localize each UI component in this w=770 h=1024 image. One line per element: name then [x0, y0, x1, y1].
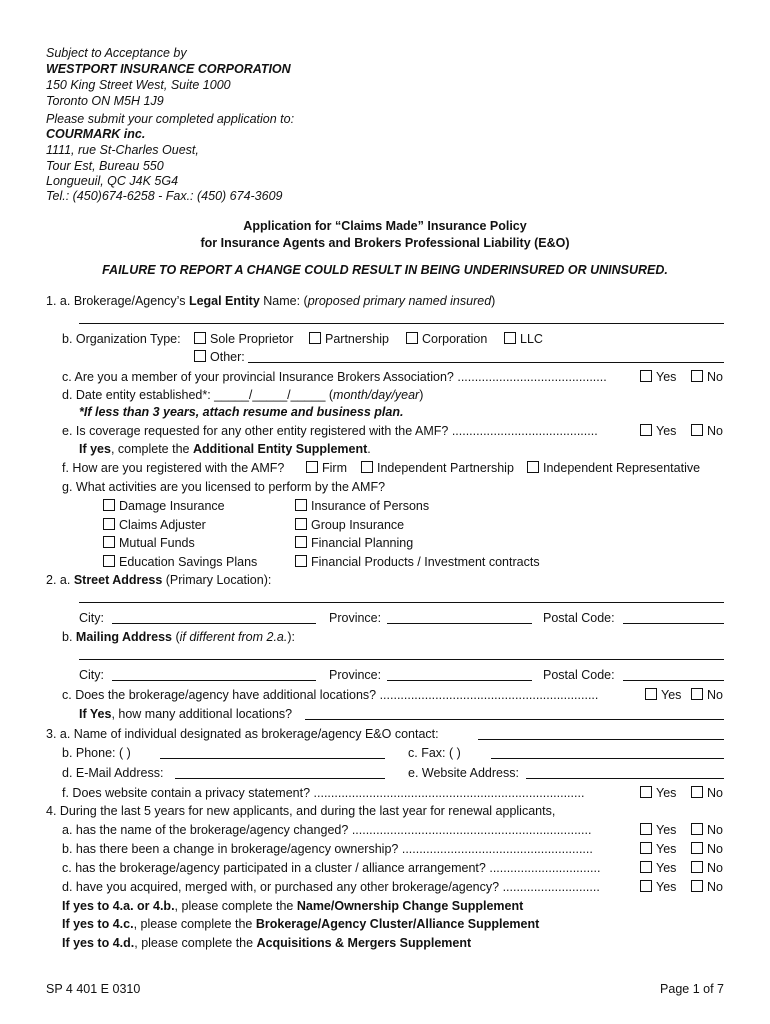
q2b-number: b. [62, 630, 73, 644]
org-partnership[interactable] [309, 332, 389, 346]
leader-dots: ............................................................... [379, 688, 599, 702]
q3d-label: d. E-Mail Address: [62, 766, 164, 780]
q3b-label: b. Phone: ( ) [62, 746, 131, 760]
activity-education-savings[interactable] [103, 555, 257, 569]
q4-intro: 4. During the last 5 years for new applicants, and during the last year for renewal applicants, [46, 804, 556, 818]
q1d-note: *If less than 3 years, attach resume and business plan. [79, 405, 404, 419]
checkbox-icon[interactable] [640, 880, 652, 892]
org-llc[interactable] [504, 332, 543, 346]
activity-label: Mutual Funds [119, 536, 195, 550]
q1e-text: e. Is coverage requested for any other entity registered with the AMF? [62, 424, 449, 438]
org-other-label: Other: [210, 350, 245, 364]
no-label: No [707, 786, 723, 800]
checkbox-icon[interactable] [306, 461, 318, 473]
q4-note1-bold: If yes to 4.a. or 4.b. [62, 899, 175, 913]
checkbox-icon[interactable] [691, 424, 703, 436]
agent-address1: 1111, rue St-Charles Ouest, [46, 143, 199, 157]
q2b-province-label: Province: [329, 668, 382, 682]
q2b-postal-field[interactable] [623, 680, 724, 681]
q2c-label [62, 688, 598, 702]
q2b-bold: Mailing Address [75, 630, 173, 644]
q2b-italic: if different from 2.a. [179, 630, 288, 644]
activity-insurance-of-persons[interactable] [295, 499, 429, 513]
q4d-text: d. have you acquired, merged with, or purchased any other brokerage/agency? [62, 880, 500, 894]
q1d-label[interactable] [62, 388, 423, 402]
checkbox-icon[interactable] [295, 518, 307, 530]
q4c-label [62, 861, 600, 875]
leader-dots: .......................................... [451, 424, 598, 438]
q1a-mid: Name: ( [259, 294, 308, 308]
q3f-label [62, 786, 584, 800]
q1d-text: d. Date entity established*: _____/_____/_____ ( [62, 388, 334, 402]
q2a-province-label: Province: [329, 611, 382, 625]
activity-mutual-funds[interactable] [103, 536, 195, 550]
no-label: No [707, 688, 723, 702]
org-type-label: Partnership [325, 332, 389, 346]
checkbox-icon[interactable] [640, 424, 652, 436]
q1a-end: ) [491, 294, 496, 308]
q2a-city-field[interactable] [112, 623, 316, 624]
q4-note1 [62, 899, 523, 913]
q4c-yes[interactable] [640, 861, 676, 875]
checkbox-icon[interactable] [691, 823, 703, 835]
q1e-note-bold: If yes [79, 442, 111, 456]
submit-instruction: Please submit your completed application to: [46, 112, 295, 126]
q4c-text: c. has the brokerage/agency participated in a cluster / alliance arrangement? [62, 861, 486, 875]
q2c-no[interactable] [691, 688, 723, 702]
q1d-format: month/day/year [333, 388, 420, 402]
org-corporation[interactable] [406, 332, 487, 346]
checkbox-icon[interactable] [103, 518, 115, 530]
q1e-note-supplement: Additional Entity Supplement [192, 442, 368, 456]
website-field[interactable] [526, 778, 724, 779]
q3c-label: c. Fax: ( ) [408, 746, 461, 760]
q2a-bold: Street Address [73, 573, 163, 587]
yes-label: Yes [656, 842, 677, 856]
q1e-note [79, 442, 371, 456]
leader-dots: ..................................................................... [351, 823, 592, 837]
agent-address2: Tour Est, Bureau 550 [46, 159, 164, 173]
title-line1: Application for “Claims Made” Insurance Policy [243, 219, 527, 233]
activity-damage-insurance[interactable] [103, 499, 225, 513]
org-other[interactable] [194, 350, 245, 364]
yes-label: Yes [656, 370, 677, 384]
q4a-yes[interactable] [640, 823, 676, 837]
q2a-province-field[interactable] [387, 623, 532, 624]
q2a-number: 2. a. [46, 573, 71, 587]
q4-note3-supplement: Acquisitions & Mergers Supplement [256, 936, 472, 950]
checkbox-icon[interactable] [640, 786, 652, 798]
q1c-yes[interactable] [640, 370, 676, 384]
q3a-label: 3. a. Name of individual designated as brokerage/agency E&O contact: [46, 727, 439, 741]
checkbox-icon[interactable] [691, 880, 703, 892]
q3f-no[interactable] [691, 786, 723, 800]
agent-phone: Tel.: (450)674-6258 - Fax.: (450) 674-3609 [46, 189, 283, 203]
checkbox-icon[interactable] [691, 861, 703, 873]
checkbox-icon[interactable] [194, 332, 206, 344]
q1c-label [62, 370, 607, 384]
warning-text: FAILURE TO REPORT A CHANGE COULD RESULT IN BEING UNDERINSURED OR UNINSURED. [102, 263, 668, 277]
q2b-city-label: City: [79, 668, 104, 682]
checkbox-icon[interactable] [691, 370, 703, 382]
page-number: Page 1 of 7 [660, 982, 724, 996]
org-other-field[interactable] [248, 362, 724, 363]
checkbox-icon[interactable] [309, 332, 321, 344]
q2a-postal-field[interactable] [623, 623, 724, 624]
q1a-bold: Legal Entity [188, 294, 260, 308]
q1c-text: c. Are you a member of your provincial Insurance Brokers Association? [62, 370, 454, 384]
q1e-yes[interactable] [640, 424, 676, 438]
checkbox-icon[interactable] [361, 461, 373, 473]
q4c-no[interactable] [691, 861, 723, 875]
q2a-end: (Primary Location): [162, 573, 272, 587]
q2c-note [79, 707, 292, 721]
fax-field[interactable] [491, 758, 724, 759]
insurer-address2: Toronto ON M5H 1J9 [46, 94, 164, 108]
q2b-end: ): [287, 630, 295, 644]
activity-label: Financial Planning [311, 536, 414, 550]
q4d-yes[interactable] [640, 880, 676, 894]
insurer-address1: 150 King Street West, Suite 1000 [46, 78, 231, 92]
eo-contact-field[interactable] [478, 739, 724, 740]
q1c-no[interactable] [691, 370, 723, 384]
activity-label: Group Insurance [311, 518, 405, 532]
activity-financial-products[interactable] [295, 555, 540, 569]
checkbox-icon[interactable] [504, 332, 516, 344]
checkbox-icon[interactable] [640, 861, 652, 873]
org-type-label: LLC [520, 332, 543, 346]
q2b-label [62, 630, 295, 644]
org-type-label: Sole Proprietor [210, 332, 294, 346]
no-label: No [707, 370, 723, 384]
q4-note3-mid: , please complete the [134, 936, 257, 950]
checkbox-icon[interactable] [103, 536, 115, 548]
checkbox-icon[interactable] [295, 555, 307, 567]
q4-note1-supplement: Name/Ownership Change Supplement [296, 899, 524, 913]
org-type-label: Corporation [422, 332, 488, 346]
q4a-no[interactable] [691, 823, 723, 837]
q2c-yes[interactable] [645, 688, 681, 702]
checkbox-icon[interactable] [640, 842, 652, 854]
q2a-postal-label: Postal Code: [543, 611, 615, 625]
street-address-field[interactable] [79, 602, 724, 603]
amf-option-label: Independent Partnership [377, 461, 514, 475]
additional-locations-field[interactable] [305, 719, 724, 720]
amf-option-label: Firm [322, 461, 347, 475]
q2c-note-bold: If Yes [79, 707, 112, 721]
legal-name-field[interactable] [79, 323, 724, 324]
activity-label: Education Savings Plans [119, 555, 258, 569]
q2b-mid: ( [172, 630, 180, 644]
no-label: No [707, 880, 723, 894]
checkbox-icon[interactable] [103, 499, 115, 511]
no-label: No [707, 861, 723, 875]
no-label: No [707, 823, 723, 837]
activity-label: Claims Adjuster [119, 518, 206, 532]
q4b-no[interactable] [691, 842, 723, 856]
amf-firm[interactable] [306, 461, 347, 475]
q1a-pre: Brokerage/Agency’s [73, 294, 189, 308]
q4b-label [62, 842, 593, 856]
q4-note2 [62, 917, 539, 931]
checkbox-icon[interactable] [527, 461, 539, 473]
q4d-no[interactable] [691, 880, 723, 894]
checkbox-icon[interactable] [295, 499, 307, 511]
yes-label: Yes [656, 823, 677, 837]
q2a-city-label: City: [79, 611, 104, 625]
q4-note2-mid: , please complete the [133, 917, 256, 931]
no-label: No [707, 424, 723, 438]
amf-independent-representative[interactable] [527, 461, 700, 475]
email-field[interactable] [175, 778, 385, 779]
leader-dots: ........................................... [457, 370, 607, 384]
q4-note3-bold: If yes to 4.d. [62, 936, 135, 950]
checkbox-icon[interactable] [103, 555, 115, 567]
checkbox-icon[interactable] [640, 370, 652, 382]
form-number: SP 4 401 E 0310 [46, 982, 141, 996]
checkbox-icon[interactable] [640, 823, 652, 835]
yes-label: Yes [656, 424, 677, 438]
phone-field[interactable] [160, 758, 385, 759]
q2b-postal-label: Postal Code: [543, 668, 615, 682]
q1a-label [46, 294, 495, 308]
mailing-address-field[interactable] [79, 659, 724, 660]
checkbox-icon[interactable] [645, 688, 657, 700]
agent-address3: Longueuil, QC J4K 5G4 [46, 174, 179, 188]
activity-label: Insurance of Persons [311, 499, 430, 513]
yes-label: Yes [656, 880, 677, 894]
q1e-note-mid: , complete the [110, 442, 193, 456]
checkbox-icon[interactable] [691, 842, 703, 854]
checkbox-icon[interactable] [406, 332, 418, 344]
q2c-note-text: , how many additional locations? [111, 707, 293, 721]
q4-note2-supplement: Brokerage/Agency Cluster/Alliance Supplement [255, 917, 540, 931]
q2c-text: c. Does the brokerage/agency have additional locations? [62, 688, 377, 702]
checkbox-icon[interactable] [194, 350, 206, 362]
activity-claims-adjuster[interactable] [103, 518, 206, 532]
activity-group-insurance[interactable] [295, 518, 404, 532]
header-line1: Subject to Acceptance by [46, 46, 187, 60]
q1a-number: 1. a. [46, 294, 71, 308]
yes-label: Yes [656, 861, 677, 875]
q1b-label: b. Organization Type: [62, 332, 181, 346]
org-sole-proprietor[interactable] [194, 332, 293, 346]
q4a-label [62, 823, 591, 837]
leader-dots: ....................................................... [401, 842, 593, 856]
q1e-note-end: . [367, 442, 371, 456]
checkbox-icon[interactable] [691, 786, 703, 798]
activity-label: Financial Products / Investment contracts [311, 555, 540, 569]
q4b-yes[interactable] [640, 842, 676, 856]
title-line2: for Insurance Agents and Brokers Professional Liability (E&O) [200, 236, 570, 250]
leader-dots: ............................ [502, 880, 600, 894]
agent-name: COURMARK inc. [46, 127, 146, 141]
q4-note3 [62, 936, 471, 950]
activity-label: Damage Insurance [119, 499, 225, 513]
q4b-text: b. has there been a change in brokerage/agency ownership? [62, 842, 399, 856]
amf-option-label: Independent Representative [543, 461, 701, 475]
no-label: No [707, 842, 723, 856]
q1g-label: g. What activities are you licensed to perform by the AMF? [62, 480, 386, 494]
q2b-city-field[interactable] [112, 680, 316, 681]
q1a-italic: proposed primary named insured [307, 294, 492, 308]
leader-dots: .............................................................................. [313, 786, 585, 800]
amf-independent-partnership[interactable] [361, 461, 514, 475]
q2a-label [46, 573, 271, 587]
q4-note2-bold: If yes to 4.c. [62, 917, 134, 931]
checkbox-icon[interactable] [691, 688, 703, 700]
activity-financial-planning[interactable] [295, 536, 413, 550]
q1d-end: ) [419, 388, 424, 402]
q4a-text: a. has the name of the brokerage/agency changed? [62, 823, 349, 837]
leader-dots: ................................ [489, 861, 601, 875]
q3e-label: e. Website Address: [408, 766, 519, 780]
q1e-label [62, 424, 598, 438]
q4-note1-mid: , please complete the [174, 899, 297, 913]
q1f-label: f. How are you registered with the AMF? [62, 461, 285, 475]
checkbox-icon[interactable] [295, 536, 307, 548]
yes-label: Yes [661, 688, 682, 702]
q4d-label [62, 880, 600, 894]
insurer-name: WESTPORT INSURANCE CORPORATION [46, 62, 291, 76]
yes-label: Yes [656, 786, 677, 800]
q1e-no[interactable] [691, 424, 723, 438]
q3f-yes[interactable] [640, 786, 676, 800]
q2b-province-field[interactable] [387, 680, 532, 681]
q3f-text: f. Does website contain a privacy statement? [62, 786, 311, 800]
